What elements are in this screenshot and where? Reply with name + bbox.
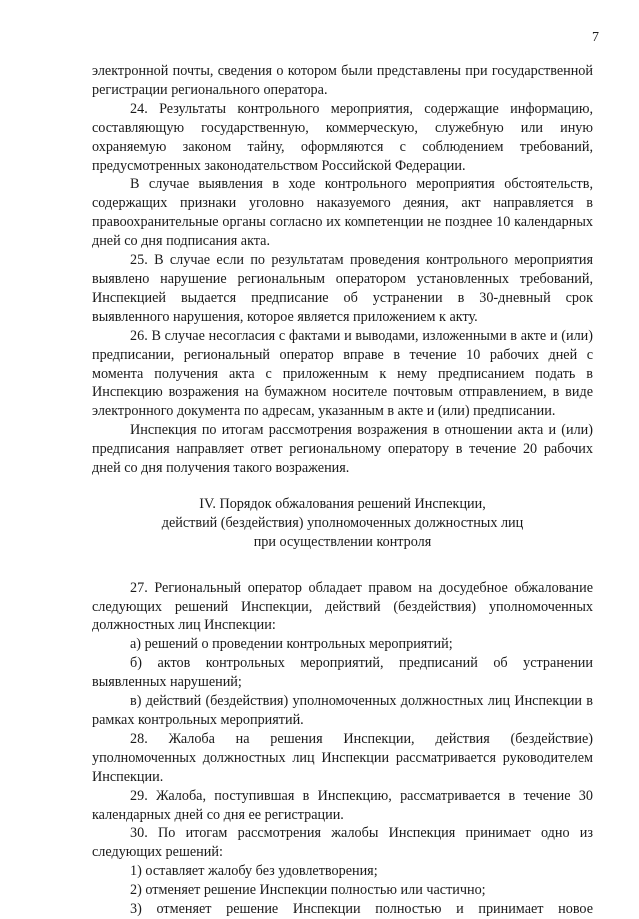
paragraph-p24b: В случае выявления в ходе контрольного мероприятия обстоятельств, содержащих признаки уголовно наказуемого деяния, акт направляется в правоохранительные органы согласно их компетенции не позднее 10 календарных дней со дня подписания акта. xyxy=(92,176,593,250)
paragraph-p30_1: 1) оставляет жалобу без удовлетворения; xyxy=(130,863,378,880)
paragraph-p24: 24. Результаты контрольного мероприятия, содержащие информацию, составляющую государственную, коммерческую, служебную или иную охраняемую законом тайну, оформляются с соблюдением требований, предусмотренных законодательством Российской Федерации. xyxy=(92,100,593,174)
paragraph-p26: 26. В случае несогласия с фактами и выводами, изложенными в акте и (или) предписании, региональный оператор вправе в течение 10 рабочих дней с момента получения акта с приложенным к нему предписанием подать в Инспекцию возражения на бумажном носителе почтовым отправлением, в виде электронного документа по адресам, указанным в акте и (или) предписании. xyxy=(92,327,593,420)
section-heading-line: при осуществлении контроля xyxy=(253,533,432,550)
section-heading xyxy=(92,478,593,579)
section-heading-line: действий (бездействия) уполномоченных должностных лиц xyxy=(161,514,524,531)
paragraph-p30: 30. По итогам рассмотрения жалобы Инспекция принимает одно из следующих решений: xyxy=(92,825,593,861)
paragraph-p27b: б) актов контрольных мероприятий, предписаний об устранении выявленных нарушений; xyxy=(92,655,593,691)
paragraphs-before-section xyxy=(92,62,593,478)
page-number: 7 xyxy=(592,30,599,45)
document-body xyxy=(92,62,593,919)
paragraph-cont: электронной почты, сведения о котором были представлены при государственной регистрации регионального оператора. xyxy=(92,63,593,98)
paragraph-p30_3: 3) отменяет решение Инспекции полностью и принимает новое xyxy=(130,901,593,918)
paragraphs-after-section xyxy=(92,579,593,919)
paragraph-p27a: а) решений о проведении контрольных мероприятий; xyxy=(130,636,453,653)
paragraph-p26b: Инспекция по итогам рассмотрения возражения в отношении акта и (или) предписания направляет ответ региональному оператору в течение 20 рабочих дней со дня получения такого возражения. xyxy=(92,422,593,477)
paragraph-p27: 27. Региональный оператор обладает правом на досудебное обжалование следующих решений Инспекции, действий (бездействия) уполномоченных должностных лиц Инспекции: xyxy=(92,579,593,634)
paragraph-p29: 29. Жалоба, поступившая в Инспекцию, рассматривается в течение 30 календарных дней со дня ее регистрации. xyxy=(92,787,593,823)
paragraph-p27c: в) действий (бездействия) уполномоченных должностных лиц Инспекции в рамках контрольных мероприятий. xyxy=(92,693,593,728)
section-heading-line: IV. Порядок обжалования решений Инспекции, xyxy=(199,495,486,512)
paragraph-p30_2: 2) отменяет решение Инспекции полностью или частично; xyxy=(130,882,486,899)
paragraph-p28: 28. Жалоба на решения Инспекции, действия (бездействие) уполномоченных должностных лиц Инспекции рассматривается руководителем Инспекции. xyxy=(92,730,593,785)
paragraph-p25: 25. В случае если по результатам проведения контрольного мероприятия выявлено нарушение региональным оператором установленных требований, Инспекцией выдается предписание об устранении в 30-дневный срок выявленного нарушения, которое является приложением к акту. xyxy=(92,252,593,325)
